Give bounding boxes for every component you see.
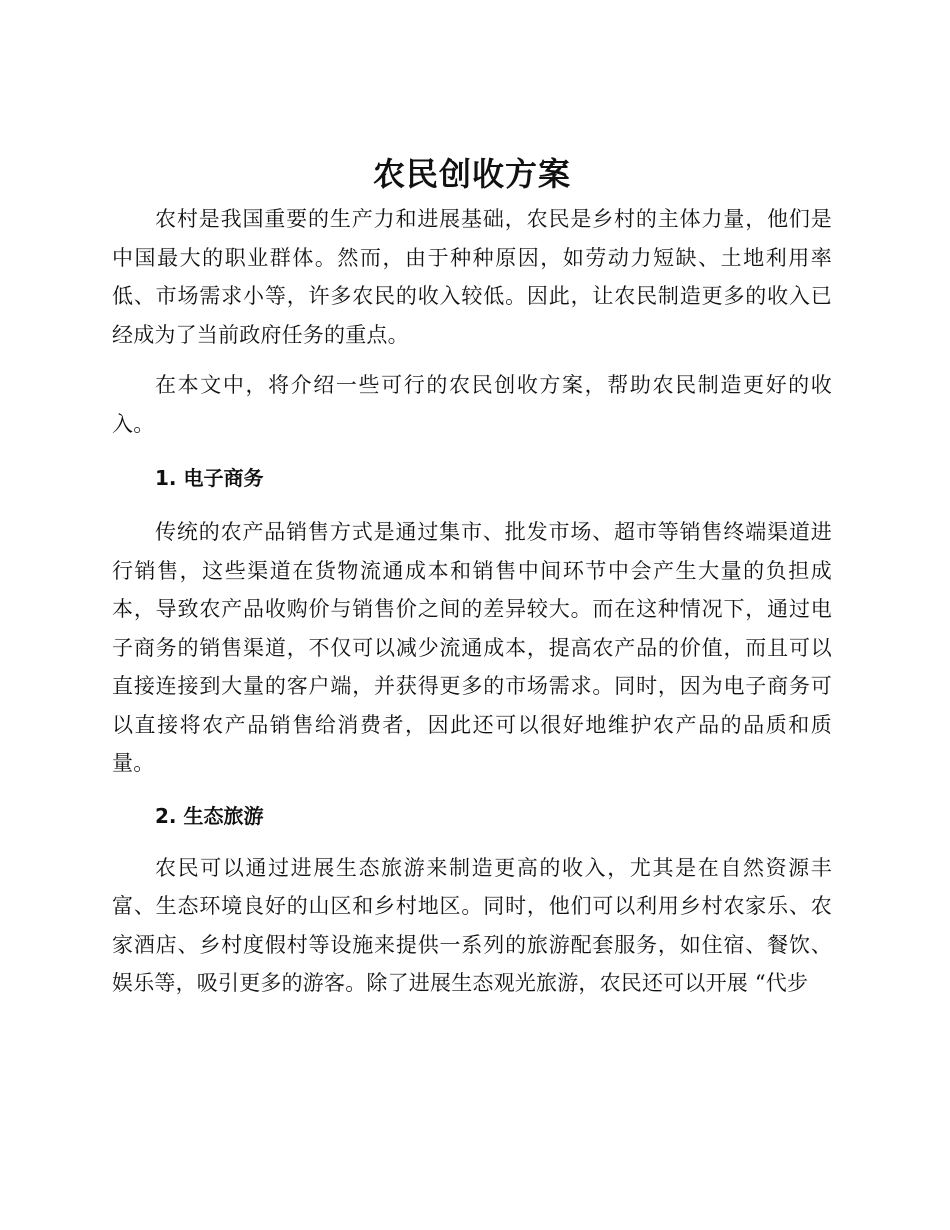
section-body-ecommerce: 传统的农产品销售方式是通过集市、批发市场、超市等销售终端渠道进行销售，这些渠道在货物流通成本和销售中间环节中会产生大量的负担成本，导致农产品收购价与销售价之间的差异较大。而在这种情况下，通过电子商务的销售渠道，不仅可以减少流通成本，提高农产品的价值，而且可以直接连接到大量的客户端，并获得更多的市场需求。同时，因为电子商务可以直接将农产品销售给消费者，因此还可以很好地维护农产品的品质和质量。 (112, 520, 832, 775)
document-title: 农民创收方案 (372, 155, 571, 193)
intro-paragraph: 农村是我国重要的生产力和进展基础，农民是乡村的主体力量，他们是中国最大的职业群体。然而，由于种种原因，如劳动力短缺、土地利用率低、市场需求小等，许多农民的收入较低。因此，让农民制造更多的收入已经成为了当前政府任务的重点。 (112, 207, 832, 347)
section-heading-eco-tourism: 2. 生态旅游 (155, 803, 264, 828)
section-heading-ecommerce: 1. 电子商务 (155, 466, 264, 490)
section-body-eco-tourism: 农民可以通过进展生态旅游来制造更高的收入，尤其是在自然资源丰富、生态环境良好的山区和乡村地区。同时，他们可以利用乡村农家乐、农家酒店、乡村度假村等设施来提供一系列的旅游配套服务，如住宿、餐饮、娱乐等，吸引更多的游客。除了进展生态观光旅游，农民还可以开展 “代步 (112, 855, 832, 995)
document-content (112, 148, 832, 1003)
intro-paragraph: 在本文中，将介绍一些可行的农民创收方案，帮助农民制造更好的收入。 (112, 373, 832, 436)
